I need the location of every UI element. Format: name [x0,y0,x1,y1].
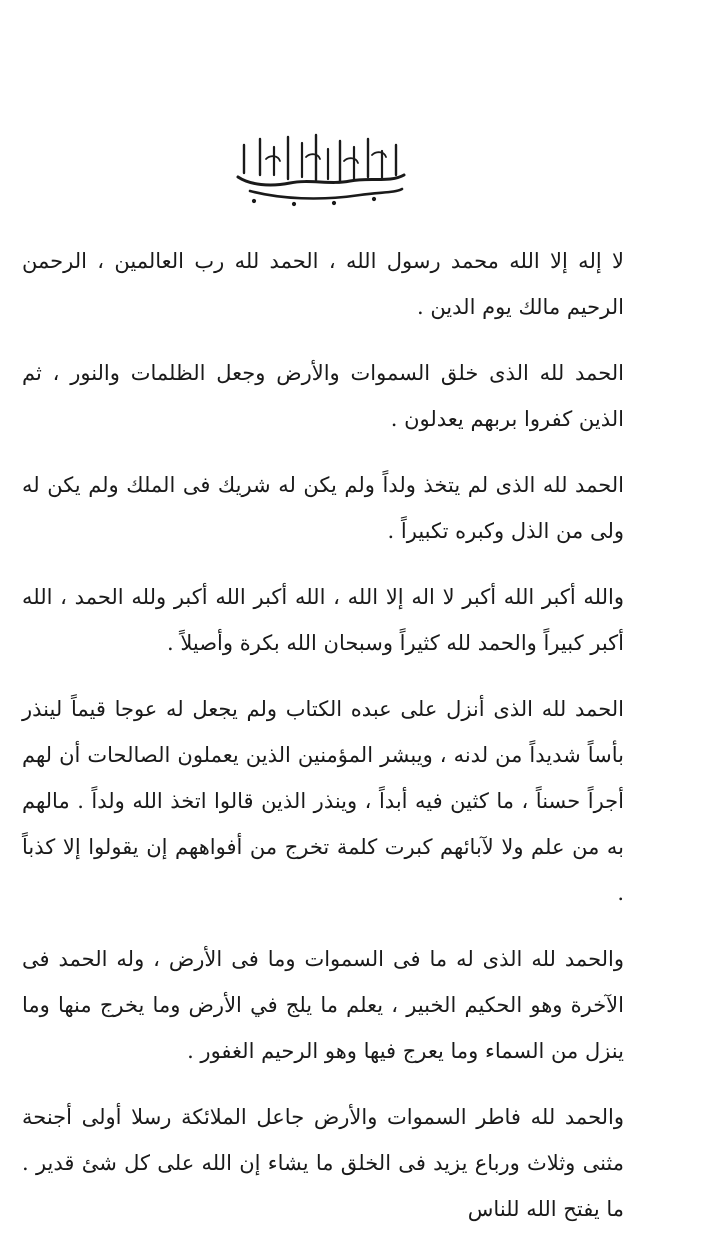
document-body [22,238,642,1252]
paragraph-7: والحمد لله فاطر السموات والأرض جاعل الملائكة رسلا أولى أجنحة مثنى وثلاث ورباع يزيد فى الخلق ما يشاء إن الله على كل شئ قدير . ما يفتح الله للناس [22,1105,624,1221]
paragraph-4: والله أكبر الله أكبر لا اله إلا الله ، الله أكبر الله أكبر ولله الحمد ، الله أكبر كبيراً والحمد لله كثيراً وسبحان الله بكرة وأصيلاً . [22,585,624,655]
paragraph-6: والحمد لله الذى له ما فى السموات وما فى الأرض ، وله الحمد فى الآخرة وهو الحكيم الخبير ، يعلم ما يلج في الأرض وما يخرج منها وما ينزل من السماء وما يعرج فيها وهو الرحيم الغفور . [22,947,624,1063]
basmala-calligraphy [230,125,410,210]
paragraph-3: الحمد لله الذى لم يتخذ ولداً ولم يكن له شريك فى الملك ولم يكن له ولى من الذل وكبره تكبيراً . [22,473,624,543]
paragraph-2: الحمد لله الذى خلق السموات والأرض وجعل الظلمات والنور ، ثم الذين كفروا بربهم يعدلون . [22,361,624,431]
paragraph-1: لا إله إلا الله محمد رسول الله ، الحمد لله رب العالمين ، الرحمن الرحيم مالك يوم الدين . [22,249,624,319]
basmala-calligraphy-icon [230,125,410,210]
paragraph-5: الحمد لله الذى أنزل على عبده الكتاب ولم يجعل له عوجا قيماً لينذر بأساً شديداً من لدنه ، ويبشر المؤمنين الذين يعملون الصالحات أن لهم أجراً حسناً ، ما كثين فيه أبداً ، وينذر الذين قالوا اتخذ الله ولداً . مالهم به من علم ولا لآبائهم كبرت كلمة تخرج من أفواههم إن يقولوا إلا كذباً . [22,697,624,905]
